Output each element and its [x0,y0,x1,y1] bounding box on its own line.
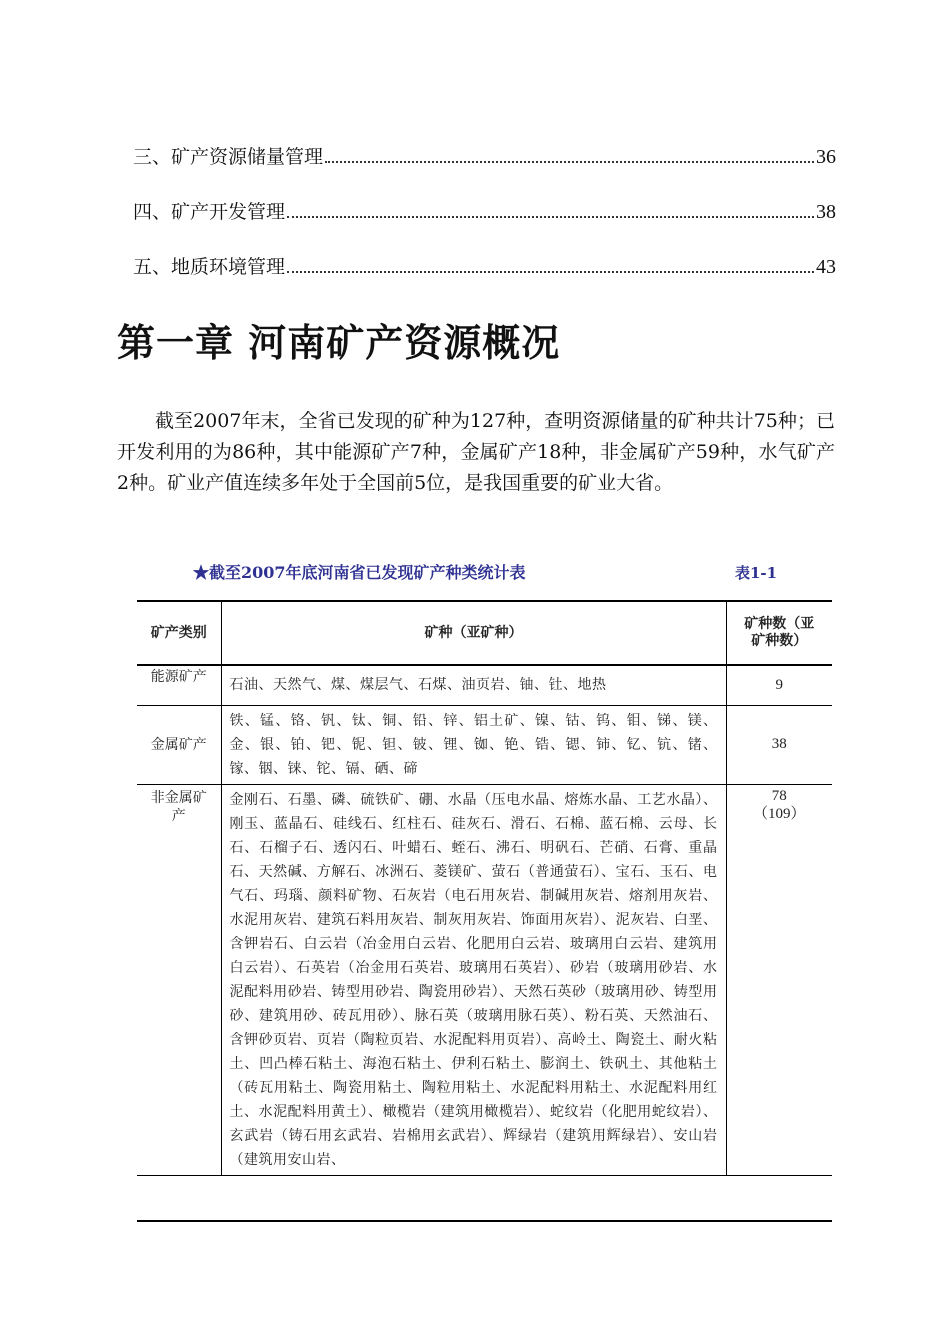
intro-paragraph: 截至2007年末，全省已发现的矿种为127种，查明资源储量的矿种共计75种；已开发利用的为86种，其中能源矿产7种，金属矿产18种，非金属矿产59种，水气矿产2种。矿业产值连续多年处于全国前5位，是我国重要的矿业大省。 [117,410,835,494]
toc-entry-development[interactable] [133,195,836,225]
sub-count-value: （109） [752,805,806,822]
header-category: 矿产类别 [137,602,221,665]
toc-page-number: 36 [816,146,836,168]
count-value: 38 [771,736,787,752]
toc-page-number: 43 [816,256,836,278]
mineral-statistics-table [137,600,832,1222]
row-count [726,665,832,705]
row-category: 能源矿产 [137,665,221,705]
table-row-energy [137,665,832,705]
toc-label: 三、矿产资源储量管理 [133,146,324,168]
toc-entry-environment[interactable] [133,250,836,280]
count-value: 78 [771,787,787,804]
chapter-title: 第一章 河南矿产资源概况 [117,320,561,365]
toc-page-number: 38 [816,201,836,223]
row-category: 非金属矿产 [137,784,221,1175]
table-number: 表1-1 [735,564,778,582]
row-count [726,784,832,1175]
table-caption: ★截至2007年底河南省已发现矿产种类统计表 [193,563,526,582]
toc-leader-dots [287,271,814,273]
toc-leader-dots [325,161,814,163]
row-minerals: 铁、锰、铬、钒、钛、铜、铅、锌、铝土矿、镍、钴、钨、钼、锑、镁、金、银、铂、钯、铌、钽、铍、锂、铷、铯、锆、锶、铈、钇、钪、锗、镓、铟、铼、铊、镉、硒、碲 [221,705,726,784]
toc-label: 五、地质环境管理 [133,256,286,278]
toc-label: 四、矿产开发管理 [133,201,286,223]
header-count: 矿种数（亚矿种数） [726,602,832,665]
row-minerals: 金刚石、石墨、磷、硫铁矿、硼、水晶（压电水晶、熔炼水晶、工艺水晶）、刚玉、蓝晶石、硅线石、红柱石、硅灰石、滑石、石棉、蓝石棉、云母、长石、石榴子石、透闪石、叶蜡石、蛭石、沸石、明矾石、芒硝、石膏、重晶石、天然碱、方解石、冰洲石、菱镁矿、萤石（普通萤石）、宝石、玉石、电气石、玛瑙、颜料矿物、石灰岩（电石用灰岩、制碱用灰岩、熔剂用灰岩、水泥用灰岩、建筑石料用灰岩、制灰用灰岩、饰面用灰岩）、泥灰岩、白垩、含钾岩石、白云岩（冶金用白云岩、化肥用白云岩、玻璃用白云岩、建筑用白云岩）、石英岩（冶金用石英岩、玻璃用石英岩）、砂岩（玻璃用砂岩、水泥配料用砂岩、铸型用砂岩、陶瓷用砂岩）、天然石英砂（玻璃用砂、铸型用砂、建筑用砂、砖瓦用砂）、脉石英（玻璃用脉石英）、粉石英、天然油石、含钾砂页岩、页岩（陶粒页岩、水泥配料用页岩）、高岭土、陶瓷土、耐火粘土、凹凸棒石粘土、海泡石粘土、伊利石粘土、膨润土、铁矾土、其他粘土（砖瓦用粘土、陶瓷用粘土、陶粒用粘土、水泥配料用粘土、水泥配料用红土、水泥配料用黄土）、橄榄岩（建筑用橄榄岩）、蛇纹岩（化肥用蛇纹岩）、玄武岩（铸石用玄武岩、岩棉用玄武岩）、辉绿岩（建筑用辉绿岩）、安山岩（建筑用安山岩、 [221,784,726,1175]
header-minerals: 矿种（亚矿种） [221,602,726,665]
row-minerals: 石油、天然气、煤、煤层气、石煤、油页岩、铀、钍、地热 [221,665,726,705]
table-row-nonmetal [137,784,832,1175]
toc-leader-dots [287,216,814,218]
count-value: 9 [775,676,783,693]
table-header-row [137,602,832,665]
toc-entry-reserves[interactable] [133,140,836,170]
table-row-metal [137,705,832,784]
row-count [726,705,832,784]
row-category: 金属矿产 [137,705,221,784]
